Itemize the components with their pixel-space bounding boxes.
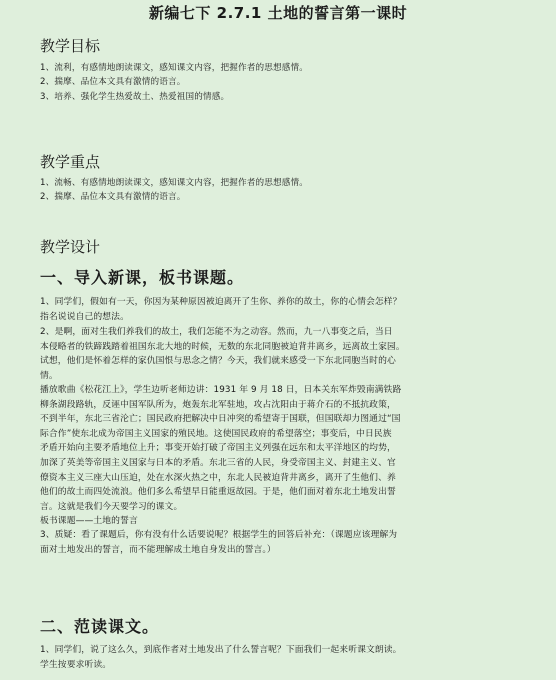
section1-paragraph-3 bbox=[40, 383, 510, 529]
text-line: 情。 bbox=[40, 370, 58, 381]
focus-list bbox=[40, 176, 510, 205]
text-line: 3、质疑：看了课题后，你有没有什么话要说呢？根据学生的回答后补充：（课题应该理解为 bbox=[40, 530, 398, 540]
section1-paragraph-4 bbox=[40, 528, 510, 557]
text-line: 1、同学们，假如有一天，你因为某种原因被迫离开了生你、养你的故土，你的心情会怎样？ bbox=[40, 297, 402, 307]
text-line: 柳条湖段路轨，反诬中国军队所为，炮轰东北军驻地，攻占沈阳由于蒋介石的不抵抗政策， bbox=[40, 399, 396, 410]
text-line: 本侵略者的铁蹄践踏着祖国东北大地的时候，无数的东北同胞被迫背井离乡，远离故土家园。 bbox=[40, 341, 405, 352]
board-title: 板书课题——土地的誓言 bbox=[40, 516, 138, 527]
text-line: 他们的故土而四处流浪。他们多么希望早日能重返故园。于是，他们面对着东北土地发出誓 bbox=[40, 487, 396, 498]
text-line: 言。这就是我们今天要学习的课文。 bbox=[40, 501, 183, 512]
text-line: 矛盾开始向主要矛盾地位上升；事变开始打破了帝国主义列强在远东和太平洋地区的均势， bbox=[40, 443, 396, 454]
section1-paragraph-1 bbox=[40, 295, 510, 324]
text-line: 1、同学们，说了这么久，到底作者对土地发出了什么誓言呢？下面我们一起来听课文朗读。 bbox=[40, 645, 402, 655]
text-line: 2、是啊，面对生我们养我们的故土，我们怎能不为之动容。然而，九一八事变之后，当日 bbox=[40, 327, 393, 337]
text-line: 面对土地发出的誓言，而不能理解成土地自身发出的誓言。） bbox=[40, 544, 276, 555]
section1-heading: 一、导入新课，板书课题。 bbox=[40, 268, 245, 287]
goal-item: 2、揣摩、品位本文具有激情的语言。 bbox=[40, 77, 186, 88]
text-line: 加深了英美等帝国主义国家与日本的矛盾。东北三省的人民，身受帝国主义、封建主义、官 bbox=[40, 457, 396, 468]
text-line: 播放歌曲《松花江上》，学生边听老师边讲：1931 年 9 月 18 日，日本关东军炸毁南满铁路 bbox=[40, 385, 402, 395]
focus-heading: 教学重点 bbox=[40, 153, 101, 171]
section1-paragraph-2 bbox=[40, 325, 510, 383]
section2-paragraph-1 bbox=[40, 643, 510, 672]
text-line: 试想，他们是怀着怎样的家仇国恨与思念之情？今天，我们就来感受一下东北同胞当时的心 bbox=[40, 356, 396, 367]
design-heading: 教学设计 bbox=[40, 238, 101, 256]
focus-item: 1、流畅、有感情地朗读课文，感知课文内容，把握作者的思想感情。 bbox=[40, 178, 308, 188]
text-line: 学生按要求听读。 bbox=[40, 659, 112, 670]
goals-heading: 教学目标 bbox=[40, 37, 101, 55]
text-line: 僚资本主义三座大山压迫，处在水深火热之中，东北人民被迫背井离乡，离开了生他们、养 bbox=[40, 472, 396, 483]
document-title: 新编七下 2.7.1 土地的誓言第一课时 bbox=[148, 4, 408, 22]
focus-item: 2、揣摩、品位本文具有激情的语言。 bbox=[40, 192, 186, 203]
goal-item: 3、培养、强化学生热爱故土、热爱祖国的情感。 bbox=[40, 91, 230, 102]
text-line: 不到半年，东北三省沦亡；国民政府把解决中日冲突的希望寄于国联，但国联却力图通过“国 bbox=[40, 414, 401, 425]
goals-list bbox=[40, 61, 510, 104]
text-line: 际合作”使东北成为帝国主义国家的殖民地。这使国民政府的希望落空；事变后，中日民族 bbox=[40, 428, 392, 439]
goal-item: 1、流利，有感情地朗读课文，感知课文内容，把握作者的思想感情。 bbox=[40, 63, 308, 73]
text-line: 指名说说自己的想法。 bbox=[40, 311, 129, 322]
section2-heading: 二、范读课文。 bbox=[40, 617, 160, 636]
